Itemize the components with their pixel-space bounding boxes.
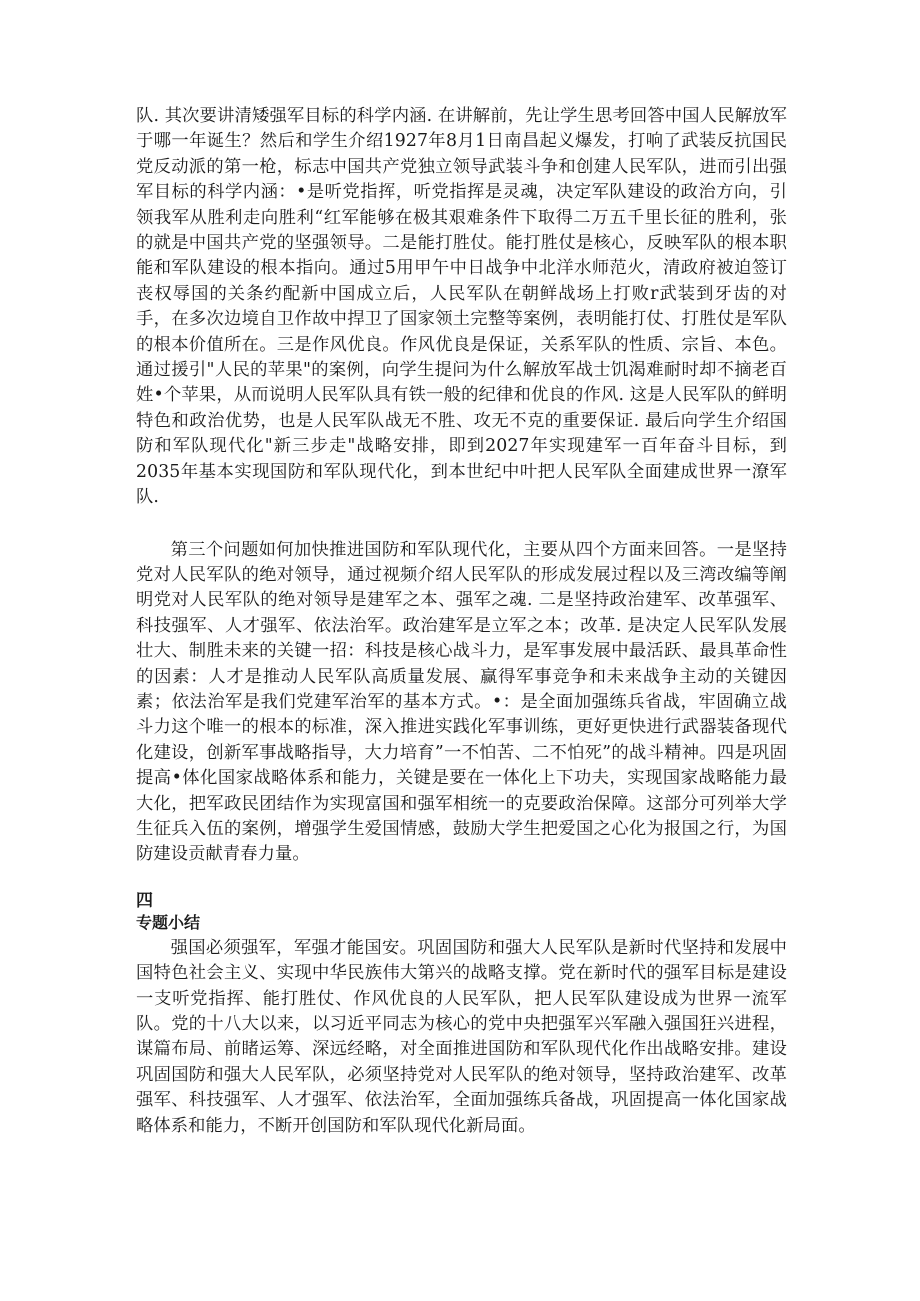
paragraph-strong-army-goal: 队. 其次要讲清矮强军目标的科学内涵. 在讲解前，先让学生思考回答中国人民解放军于哪一年诞生？然后和学生介绍1927年8月1日南昌起义爆发，打响了武装反抗国民党反动派的第一枪，标志中国共产党独立领导武装斗争和创建人民军队，进而引出强军目标的科学内涵：•是听党指挥，听党指挥是灵魂，决定军队建设的政治方向，引领我军从胜利走向胜利“红军能够在极其艰难条件下取得二万五千里长征的胜利，张的就是中国共产党的坚强领导。二是能打胜仗。能打胜仗是核心，反映军队的根本职能和军队建设的根本指向。通过5用甲午中日战争中北洋水师范火，清政府被迫签订丧权辱国的关条约配新中国成立后，人民军队在朝鲜战场上打败r武装到牙齿的对手，在多次边境自卫作故中捍卫了国家领土完整等案例，表明能打仗、打胜仗是军队的根本价值所在。三是作风优良。作风优良是保证，关系军队的性质、宗旨、本色。通过援引"人民的苹果"的案例，向学生提问为什么解放军战士饥渴难耐时却不摘老百姓•个苹果，从而说明人民军队具有铁一般的纪律和优良的作风. 这是人民军队的鲜明特色和政治优势，也是人民军队战无不胜、攻无不克的重要保证. 最后向学生介绍国防和军队现代化"新三步走"战略安排，即到2027年实现建军一百年奋斗目标，到2035年基本实现国防和军队现代化，到本世纪中叶把人民军队全面建成世界一潦军队. xyxy=(136,106,787,508)
paragraph-modernization: 第三个问题如何加快推进国防和军队现代化，主要从四个方面来回答。一是坚持党对人民军队的绝对领导，通过视频介绍人民军队的形成发展过程以及三湾改编等阐明党对人民军队的绝对领导是建军之本、强军之魂. 二是坚持政治建军、改革强军、科技强军、人才强军、依法治军。政治建军是立军之本；改革. 是决定人民军队发展壮大、制胜未来的关键一招：科技是核心战斗力，是军事发展中最活跃、最具革命性的因素：人才是推动人民军队高质量发展、赢得军事竞争和未来战争主动的关键因素；依法治军是我们党建军治军的基本方式。•：是全面加强练兵省战，牢固确立战斗力这个唯一的根本的标准，深入推进实践化军事训练，更好更快进行武器装备现代化建设，创新军事战略指导，大力培育”一不怕苦、二不怕死”的战斗精神。四是巩固提高•体化国家战略体系和能力，关键是要在一体化上下功夫，实现国家战略能力最大化，把军政民团结作为实现富国和强军相统一的克要政治保障。这部分可列举大学生征兵入伍的案例，增强学生爱国情感，鼓励大学生把爱国之心化为报国之行，为国防建设贡献青春力量。 xyxy=(136,539,787,865)
document-page xyxy=(136,104,787,1139)
section-title: 专题小结 xyxy=(136,912,201,932)
section-number: 四 xyxy=(136,890,153,911)
section-spacer xyxy=(136,868,787,890)
paragraph-summary: 强国必须强军，军强才能国安。巩固国防和强大人民军队是新时代坚持和发展中国特色社会主义、实现中华民族伟大第兴的战略支撑。党在新时代的强军目标是建设一支听党指挥、能打胜仗、作风优良的人民军队，把人民军队建设成为世界一流军队。党的十八大以来，以习近平同志为核心的党中央把强军兴军融入强国狂兴进程，谋篇布局、前睹运筹、深远经略，对全面推进国防和军队现代化作出战略安排。建设巩固国防和强大人民军队，必须坚持党对人民军队的绝对领导，坚持政治建军、改革强军、科技强军、人才强军、依法治军，全面加强练兵备战，巩固提高一体化国家战略体系和能力，不断开创国防和军队现代化新局面。 xyxy=(136,937,787,1136)
paragraph-spacer xyxy=(136,511,787,538)
